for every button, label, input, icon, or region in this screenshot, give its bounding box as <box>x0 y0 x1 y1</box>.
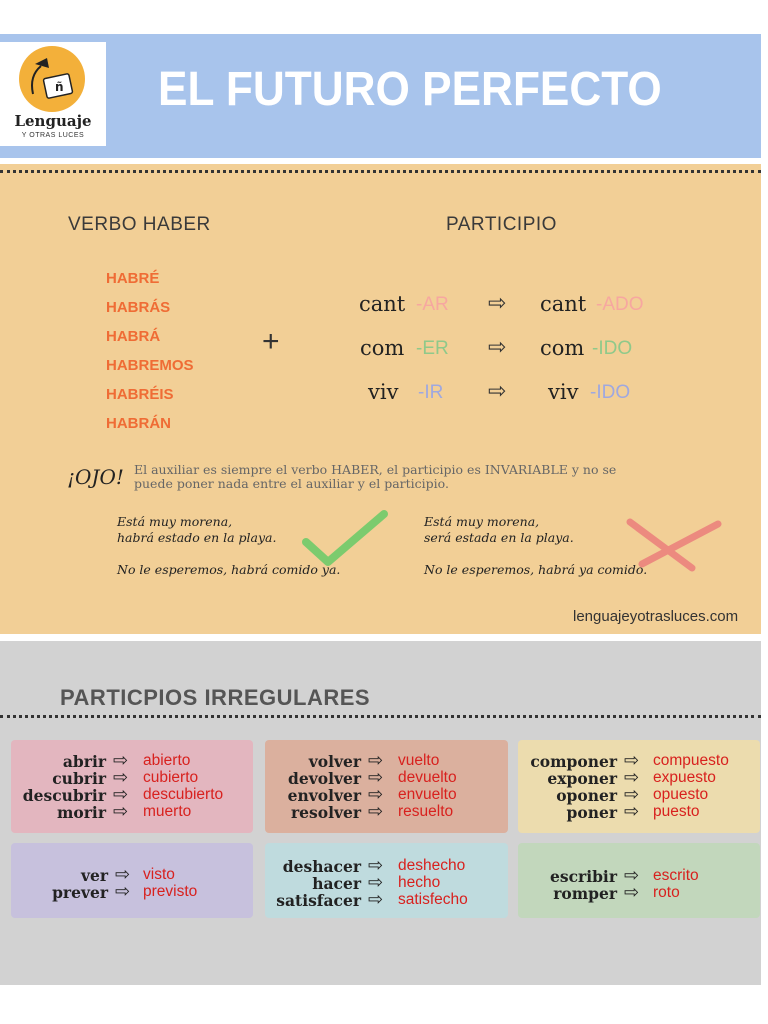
list-item <box>265 891 508 908</box>
arrow-right-outline-icon: ⇨ <box>624 750 640 770</box>
list-item <box>11 866 253 883</box>
participle: descubierto <box>143 786 224 803</box>
participle: opuesto <box>653 786 709 803</box>
dotted-divider <box>0 170 761 173</box>
participle-ending: -IDO <box>592 338 633 359</box>
check-mark-icon <box>302 508 388 573</box>
participle: muerto <box>143 803 192 820</box>
haber-form: HABREMOS <box>106 357 194 374</box>
list-item <box>265 857 508 874</box>
logo-tagline: Y OTRAS LUCES <box>21 132 85 139</box>
arrow-right-outline-icon: ⇨ <box>624 801 640 821</box>
infinitive-ending: -ER <box>416 338 449 359</box>
infinitive: poner <box>566 803 617 822</box>
arrow-right-outline-icon: ⇨ <box>368 767 384 787</box>
arrow-right-outline-icon: ⇨ <box>368 855 384 875</box>
list-item <box>518 867 760 884</box>
infinitive: ver <box>80 866 108 885</box>
infinitive: envolver <box>287 786 361 805</box>
dotted-divider <box>0 715 761 718</box>
website-link[interactable]: lenguajeyotrasluces.com <box>573 608 739 625</box>
participle: roto <box>653 884 680 901</box>
participle: visto <box>143 866 175 883</box>
infinitive: romper <box>553 884 617 903</box>
haber-form: HABRÁS <box>106 299 171 316</box>
infinitive: hacer <box>312 874 361 893</box>
header-banner <box>0 34 761 158</box>
infinitive: devolver <box>288 769 361 788</box>
infinitive: componer <box>530 752 617 771</box>
infinitive-ending: -AR <box>416 294 449 315</box>
verb-stem: com <box>540 336 585 360</box>
participle: abierto <box>143 752 191 769</box>
example-incorrect-line: No le esperemos, habrá ya comido. <box>424 562 648 577</box>
list-item <box>265 874 508 891</box>
haber-form: HABRÁ <box>106 328 161 345</box>
participle: previsto <box>143 883 198 900</box>
list-item <box>11 803 253 820</box>
verb-stem: viv <box>368 380 399 404</box>
example-incorrect-line: será estada en la playa. <box>424 530 574 545</box>
infinitive: volver <box>308 752 361 771</box>
verb-stem: cant <box>359 292 406 316</box>
list-item <box>265 803 508 820</box>
participle: satisfecho <box>398 891 468 908</box>
infinitive: escribir <box>550 867 617 886</box>
list-item <box>518 884 760 901</box>
logo-name: Lenguaje <box>14 112 92 130</box>
participle: puesto <box>653 803 700 820</box>
participle-ending: -IDO <box>590 382 631 403</box>
participle: expuesto <box>653 769 716 786</box>
arrow-right-outline-icon: ⇨ <box>115 864 131 884</box>
arrow-right-outline-icon: ⇨ <box>113 750 129 770</box>
list-item <box>11 752 253 769</box>
participle: resuelto <box>398 803 454 820</box>
list-item <box>265 752 508 769</box>
list-item <box>11 883 253 900</box>
participio-heading: PARTICIPIO <box>446 214 557 235</box>
arrow-right-outline-icon: ⇨ <box>368 801 384 821</box>
example-correct-line: habrá estado en la playa. <box>117 530 277 545</box>
participle: cubierto <box>143 769 199 786</box>
infinitive: oponer <box>556 786 617 805</box>
arrow-right-outline-icon: ⇨ <box>488 334 507 359</box>
cross-mark-icon <box>622 514 722 579</box>
example-correct-line: No le esperemos, habrá comido ya. <box>117 562 341 577</box>
participle: compuesto <box>653 752 729 769</box>
verb-stem: viv <box>548 380 579 404</box>
participle: vuelto <box>398 752 440 769</box>
ojo-label: ¡OJO! <box>67 465 124 489</box>
haber-form: HABRÁN <box>106 415 171 432</box>
participle: deshecho <box>398 857 466 874</box>
list-item <box>11 786 253 803</box>
infinitive: prever <box>52 883 108 902</box>
page-title: EL FUTURO PERFECTO <box>158 63 662 116</box>
arrow-right-outline-icon: ⇨ <box>368 784 384 804</box>
infinitive: descubrir <box>22 786 106 805</box>
verb-stem: cant <box>540 292 587 316</box>
arrow-right-outline-icon: ⇨ <box>624 767 640 787</box>
example-incorrect-line: Está muy morena, <box>424 514 540 529</box>
arrow-right-outline-icon: ⇨ <box>368 872 384 892</box>
arrow-right-outline-icon: ⇨ <box>113 767 129 787</box>
infinitive: exponer <box>547 769 617 788</box>
list-item <box>265 769 508 786</box>
infinitive: deshacer <box>282 857 361 876</box>
arrow-right-outline-icon: ⇨ <box>113 784 129 804</box>
irregular-title: PARTICPIOS IRREGULARES <box>60 685 371 710</box>
haber-form: HABRÉ <box>106 270 160 287</box>
arrow-right-outline-icon: ⇨ <box>113 801 129 821</box>
list-item <box>518 786 760 803</box>
verb-stem: com <box>360 336 405 360</box>
lamp-logo-icon <box>19 46 85 112</box>
ojo-note: El auxiliar es siempre el verbo HABER, el participio es INVARIABLE y no se puede poner nada entre el auxiliar y el participio. <box>134 462 617 491</box>
participle: devuelto <box>398 769 457 786</box>
arrow-right-outline-icon: ⇨ <box>624 784 640 804</box>
svg-text:ñ: ñ <box>55 80 64 94</box>
infinitive: morir <box>57 803 106 822</box>
arrow-right-outline-icon: ⇨ <box>115 881 131 901</box>
infinitive-ending: -IR <box>418 382 444 403</box>
participle: escrito <box>653 867 699 884</box>
arrow-right-outline-icon: ⇨ <box>624 865 640 885</box>
arrow-right-outline-icon: ⇨ <box>624 882 640 902</box>
haber-form: HABRÉIS <box>106 386 174 403</box>
list-item <box>11 769 253 786</box>
infinitive: cubrir <box>52 769 106 788</box>
list-item <box>518 752 760 769</box>
infinitive: resolver <box>290 803 361 822</box>
list-item <box>265 786 508 803</box>
plus-sign: + <box>262 325 280 358</box>
example-correct-line: Está muy morena, <box>117 514 233 529</box>
infinitive: satisfacer <box>276 891 361 910</box>
participle: envuelto <box>398 786 457 803</box>
logo <box>0 42 106 146</box>
participle: hecho <box>398 874 441 891</box>
arrow-right-outline-icon: ⇨ <box>368 750 384 770</box>
arrow-right-outline-icon: ⇨ <box>368 889 384 909</box>
participle-ending: -ADO <box>596 294 644 315</box>
verbo-haber-heading: VERBO HABER <box>68 214 211 235</box>
infinitive: abrir <box>62 752 106 771</box>
arrow-right-outline-icon: ⇨ <box>488 290 507 315</box>
list-item <box>518 769 760 786</box>
arrow-right-outline-icon: ⇨ <box>488 378 507 403</box>
list-item <box>518 803 760 820</box>
